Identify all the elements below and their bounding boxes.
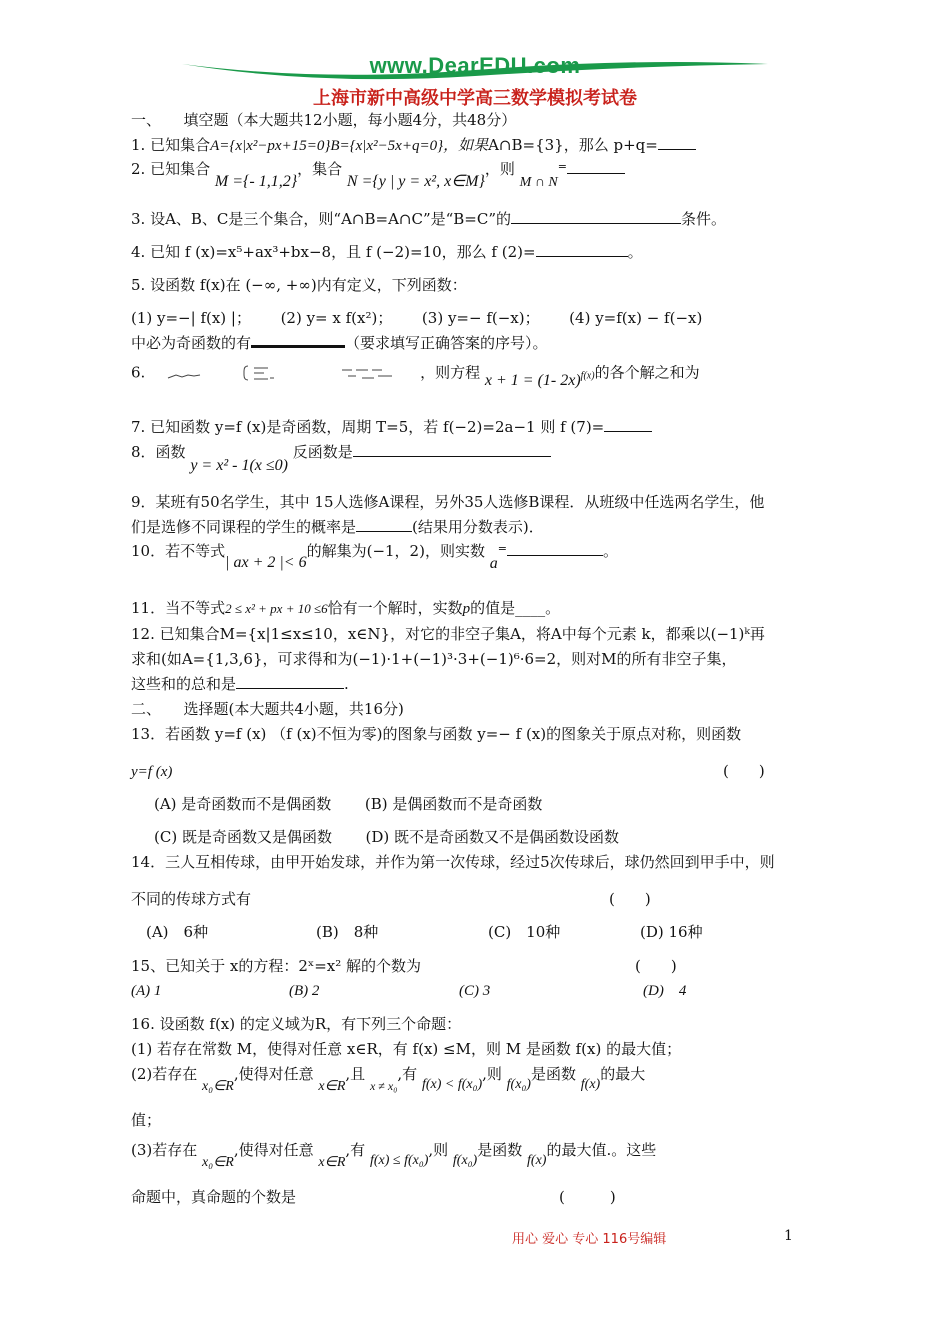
q16-p3-fx0: f(x₀): [452, 1153, 478, 1168]
question-5: 5. 设函数 f(x)在 (−∞, +∞)内有定义，下列函数：: [131, 276, 467, 294]
q5-answer-note: （要求填写正确答案的序号）。: [345, 334, 548, 352]
q9-text: 们是选修不同课程的学生的概率是: [131, 518, 357, 536]
q2-set-m: M ={- 1,1,2}: [214, 173, 298, 190]
q5-answer-blank[interactable]: [251, 333, 345, 348]
q16-question: 命题中，真命题的个数是: [131, 1188, 297, 1206]
q2-text: 2. 已知集合: [131, 160, 211, 178]
question-14-line-2: [131, 889, 791, 909]
q6-question: 的各个解之和为: [594, 363, 700, 382]
q6-equation: [485, 372, 595, 389]
question-5-answer: [131, 333, 548, 353]
q14-text: 不同的传球方式有: [131, 890, 252, 908]
q10-answer-blank[interactable]: [507, 541, 603, 556]
page-title: 上海市新中高级中学高三数学模拟考试卷: [313, 88, 637, 109]
q15-option-b[interactable]: (B) 2: [289, 983, 320, 999]
q11-text: 11．当不等式: [131, 599, 226, 617]
question-12-line-2: 求和(如A={1,3,6}，可求得和为(−1)·1+(−1)³·3+(−1)⁶·6=2，则对M的所有非空子集，: [131, 650, 737, 668]
question-13-line-1: 13．若函数 y=f (x) （f (x)不恒为零)的图象与函数 y=− f (x)的图象关于原点对称，则函数: [131, 725, 742, 743]
q12-answer-blank[interactable]: [236, 674, 344, 689]
q16-p3-text-c: ,有: [345, 1141, 366, 1159]
q16-p3-x0: x₀∈R: [202, 1155, 234, 1170]
q10-inequality: | ax + 2 |< 6: [225, 554, 307, 571]
q2-text-c: ，则: [484, 160, 515, 178]
question-13-options-ab: [154, 794, 542, 814]
q16-p2-neq: x ≠ x₀: [369, 1079, 398, 1093]
q7-text: 7. 已知函数 y=f (x)是奇函数，周期 T=5，若 f(−2)=2a−1 则 f (7)=: [131, 418, 605, 436]
question-3: [131, 209, 726, 229]
question-1: [131, 135, 696, 156]
q16-p2-text-c: ,且: [345, 1065, 366, 1083]
q5-option-3: (3) y=− f(−x)；: [421, 309, 540, 327]
q15-option-c[interactable]: (C) 3: [459, 983, 491, 999]
q5-option-4: (4) y=f(x) − f(−x): [569, 309, 703, 327]
section-2-heading: 二、 选择题(本大题共4小题，共16分): [131, 700, 404, 718]
q16-p2-fx: f(x): [580, 1077, 601, 1092]
question-8: [131, 442, 551, 476]
page-number: 1: [784, 1228, 793, 1244]
q14-option-c[interactable]: (C) 10种: [488, 923, 561, 941]
q6-equation-exponent: f(x): [580, 371, 595, 382]
q11-inequality: 2 ≤ x² + px + 10 ≤6: [225, 601, 328, 616]
q16-p2-text-e: ,则: [482, 1065, 502, 1083]
question-13-line-2: [131, 761, 791, 782]
q13-answer-paren[interactable]: ( ): [723, 762, 765, 780]
q5-option-1: (1) y=−| f(x) |；: [131, 309, 251, 327]
q10-text-b: 的解集为(−1，2)，则实数: [306, 542, 485, 560]
q16-p3-fx: f(x): [527, 1153, 547, 1168]
question-5-options: [131, 308, 702, 328]
header-logo: [180, 52, 770, 82]
q16-p3-text-b: ,使得对任意: [233, 1141, 314, 1159]
question-4: [131, 242, 643, 262]
q15-text: 15、已知关于 x的方程：2ˣ=x² 解的个数为: [131, 957, 422, 975]
q3-suffix: 条件。: [681, 210, 727, 228]
q2-answer-blank[interactable]: [567, 159, 625, 174]
q13-option-c[interactable]: (C) 既是奇函数又是偶函数: [154, 828, 332, 846]
q8-text: 8．函数: [131, 443, 186, 461]
q9-answer-blank[interactable]: [356, 517, 412, 532]
q16-p2-text-d: ,有: [397, 1065, 418, 1083]
q13-option-b[interactable]: (B) 是偶函数而不是奇函数: [364, 795, 543, 813]
question-9-line-2: [131, 517, 544, 537]
q16-p2-x0: x₀∈R: [202, 1079, 234, 1094]
q10-suffix: 。: [602, 542, 618, 560]
footer-text: 用心 爱心 专心 116号编辑: [512, 1232, 667, 1247]
site-url: www.DearEDU.com: [369, 53, 581, 78]
q16-p2-text-g: 的最大: [600, 1065, 646, 1083]
question-12-line-1: 12. 已知集合M={x|1≤x≤10，x∈N}，对它的非空子集A，将A中每个元素 k，都乘以(−1)ᵏ再: [131, 625, 765, 643]
question-7: [131, 417, 652, 437]
q13-option-a[interactable]: (A) 是奇函数而不是偶函数: [154, 795, 332, 813]
q16-p3-text-d: ,则: [428, 1141, 449, 1159]
q16-p3-x: x∈R: [318, 1155, 346, 1170]
q13-function: y=f (x): [131, 764, 173, 780]
q7-answer-blank[interactable]: [604, 417, 652, 432]
question-6: [131, 359, 700, 393]
q6-equation-base: x + 1 = (1- 2x): [484, 372, 581, 390]
q1-answer-blank[interactable]: [658, 135, 696, 150]
q16-p3-text-a: (3)若存在: [131, 1141, 198, 1159]
q8-function: y = x² - 1(x ≤0): [190, 457, 288, 474]
q15-option-d[interactable]: (D) 4: [643, 983, 687, 999]
q3-text: 3. 设A、B、C是三个集合，则“A∩B=A∩C”是“B=C”的: [131, 210, 512, 228]
q1-set-a: A={x|x²−px+15=0}: [210, 138, 331, 154]
q2-intersection: M ∩ N: [519, 175, 558, 190]
q16-p2-fx0: f(x₀): [506, 1077, 531, 1092]
q2-equals: =: [557, 160, 567, 173]
question-14-line-1: 14．三人互相传球，由甲开始发球，并作为第一次传球，经过5次传球后，球仍然回到甲手中，则: [131, 853, 775, 871]
q14-option-a[interactable]: (A) 6种: [146, 923, 209, 941]
question-15: [131, 956, 791, 976]
question-16-prop-2: [131, 1064, 645, 1098]
question-12-line-3: [131, 674, 349, 694]
question-16-intro: 16. 设函数 f(x) 的定义域为R，有下列三个命题：: [131, 1015, 462, 1033]
q6-number: 6.: [131, 363, 146, 382]
question-16-prop-3: [131, 1140, 656, 1174]
q8-answer-blank[interactable]: [353, 442, 551, 457]
q16-p2-text-b: ,使得对任意: [233, 1065, 314, 1083]
q12-text: 这些和的总和是: [131, 675, 237, 693]
q15-option-a[interactable]: (A) 1: [131, 983, 162, 999]
question-10: [131, 541, 618, 575]
q16-p2-x: x∈R: [318, 1079, 346, 1094]
q9-note: (结果用分数表示)．: [412, 518, 544, 536]
q16-p3-text-f: 的最大值.。这些: [546, 1141, 657, 1159]
q14-option-d[interactable]: (D) 16种: [640, 923, 703, 941]
q16-answer-paren[interactable]: ( ): [559, 1188, 616, 1206]
q2-set-n: N ={y | y = x², x∈M}: [346, 173, 485, 190]
q13-option-d[interactable]: (D) 既不是奇函数又不是偶函数设函数: [365, 828, 620, 846]
q1-text: 1. 已知集合: [131, 136, 211, 154]
q5-option-2: (2) y= x f(x²)；: [280, 309, 393, 327]
question-11: [131, 598, 560, 619]
question-2: [131, 159, 625, 193]
question-13-options-cd: [154, 827, 619, 847]
question-16-final: [131, 1187, 791, 1207]
q8-question: 反函数是: [292, 443, 353, 461]
question-16-prop-2-end: 值；: [131, 1111, 162, 1129]
q15-answer-paren[interactable]: ( ): [635, 957, 677, 975]
q11-text-b: 恰有一个解时，实数: [327, 599, 463, 617]
q16-p2-inequality: f(x) < f(x₀): [421, 1077, 483, 1092]
q1-set-b: B={x|x²−5x+q=0}，如果: [330, 138, 489, 154]
q4-answer-blank[interactable]: [536, 242, 628, 257]
q10-text: 10．若不等式: [131, 542, 226, 560]
q4-suffix: 。: [627, 243, 643, 261]
q16-p2-text-a: (2)若存在: [131, 1065, 198, 1083]
q16-p2-text-f: 是函数: [530, 1065, 576, 1083]
q14-answer-paren[interactable]: ( ): [609, 890, 651, 908]
q1-condition: A∩B={3}，那么 p+q=: [488, 136, 658, 154]
q4-text: 4. 已知 f (x)=x⁵+ax³+bx−8，且 f (−2)=10，那么 f (2)=: [131, 243, 536, 261]
q10-equals: =: [497, 542, 507, 555]
q10-variable: a: [489, 555, 498, 572]
q12-suffix: .: [344, 675, 349, 693]
q3-answer-blank[interactable]: [511, 209, 681, 224]
q16-p3-inequality: f(x) ≤ f(x₀): [369, 1153, 429, 1168]
question-16-prop-1: (1) 若存在常数 M，使得对任意 x∈R，有 f(x) ≤M，则 M 是函数 f(x) 的最大值；: [131, 1040, 682, 1058]
q11-question: 的值是____。: [470, 599, 561, 617]
q11-variable: p: [462, 601, 471, 617]
q6-text: ，则方程: [420, 363, 481, 382]
q6-piecewise-function-icon: [150, 360, 420, 386]
section-1-heading: 一、 填空题（本大题共12小题，每小题4分，共48分）: [131, 111, 517, 129]
q5-answer-label: 中必为奇函数的有: [131, 334, 252, 352]
q16-p3-text-e: 是函数: [477, 1141, 523, 1159]
question-9-line-1: 9．某班有50名学生，其中 15人选修A课程，另外35人选修B课程．从班级中任选两名学生，他: [131, 493, 765, 511]
q14-option-b[interactable]: (B) 8种: [316, 923, 379, 941]
q2-text-b: ，集合: [297, 160, 343, 178]
